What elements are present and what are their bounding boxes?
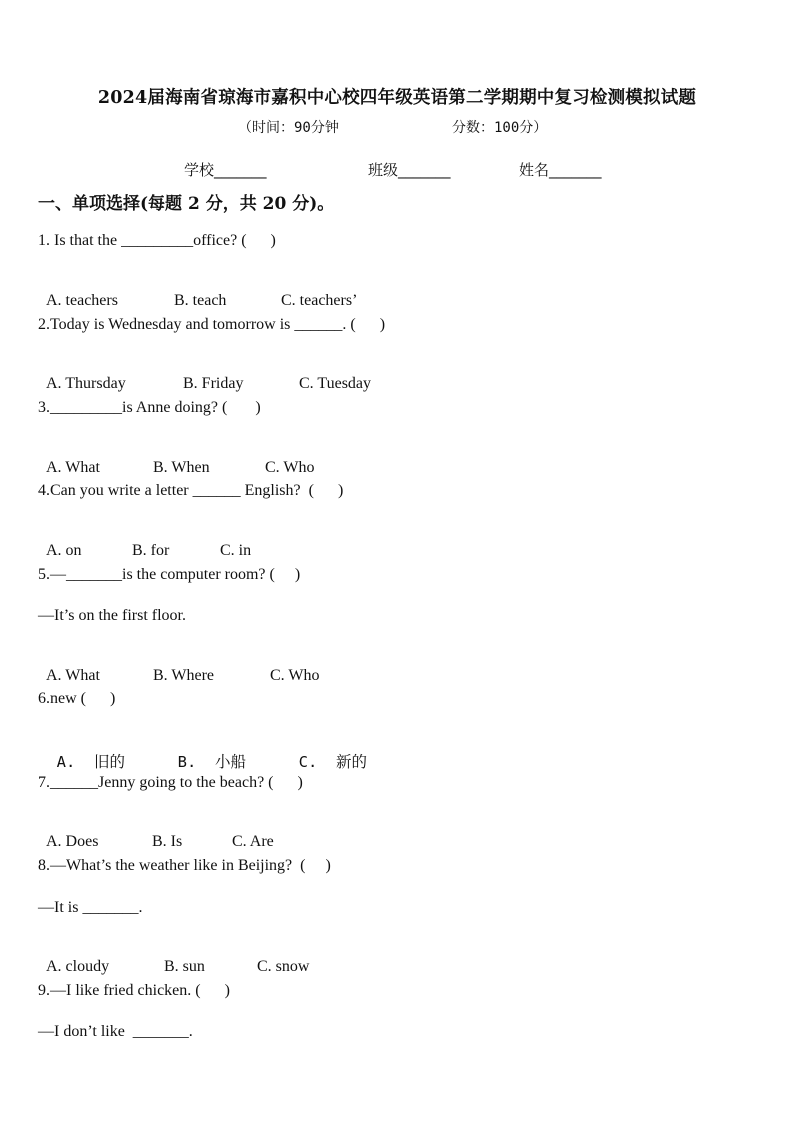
question-9-answer: —I don’t like _______.: [38, 1023, 193, 1040]
option-b: B. Where: [153, 667, 215, 684]
question-6-options: [38, 732, 367, 772]
option-a: A. teachers: [46, 292, 118, 309]
question-1: 1. Is that the _________office? ( ): [38, 232, 276, 249]
option-b: B. sun: [164, 958, 205, 975]
option-a: A. What: [46, 459, 100, 476]
option-c: C. Are: [232, 833, 274, 850]
option-b: B. When: [153, 459, 210, 476]
option-c: C. 新的: [298, 753, 367, 771]
exam-score: 分数：100分）: [452, 120, 548, 136]
option-c: C. Tuesday: [299, 375, 372, 392]
question-4: 4.Can you write a letter ______ English? ( ): [38, 482, 344, 499]
question-2-options: [38, 357, 371, 393]
question-3-options: [38, 441, 314, 477]
section-heading: 一、单项选择(每题 2 分，共 20 分)。: [38, 194, 335, 214]
question-7: 7.______Jenny going to the beach? ( ): [38, 774, 303, 791]
option-b: B. for: [132, 542, 170, 559]
option-a: A. on: [46, 542, 82, 559]
question-8-answer: —It is _______.: [38, 899, 143, 916]
option-a: A. 旧的: [56, 753, 125, 771]
option-b: B. teach: [174, 292, 227, 309]
name-field: 姓名_______: [519, 161, 602, 179]
question-8-options: [38, 940, 309, 976]
option-a: A. Thursday: [46, 375, 126, 392]
question-9: 9.—I like fried chicken. ( ): [38, 982, 230, 999]
question-2: 2.Today is Wednesday and tomorrow is ______. ( ): [38, 316, 386, 333]
option-c: C. Who: [270, 667, 320, 684]
option-c: C. in: [220, 542, 252, 559]
question-6: 6.new ( ): [38, 690, 116, 707]
option-b: B. 小船: [177, 753, 246, 771]
page-title: 2024届海南省琼海市嘉积中心校四年级英语第二学期期中复习检测模拟试题: [97, 88, 697, 108]
question-4-options: [38, 524, 251, 560]
option-c: C. teachers’: [281, 292, 358, 309]
option-b: B. Is: [152, 833, 183, 850]
option-a: A. Does: [46, 833, 99, 850]
school-field: 学校_______: [184, 161, 267, 179]
option-c: C. Who: [265, 459, 315, 476]
question-3: 3._________is Anne doing? ( ): [38, 399, 261, 416]
question-5-options: [38, 649, 319, 685]
question-7-options: [38, 815, 274, 851]
question-1-options: [38, 274, 357, 310]
class-field: 班级_______: [368, 161, 451, 179]
question-5: 5.—_______is the computer room? ( ): [38, 566, 301, 583]
option-c: C. snow: [257, 958, 310, 975]
option-a: A. cloudy: [46, 958, 110, 975]
exam-time: （时间：90分钟: [238, 120, 339, 136]
question-8: 8.—What’s the weather like in Beijing? ( ): [38, 857, 331, 874]
option-a: A. What: [46, 667, 100, 684]
option-b: B. Friday: [183, 375, 244, 392]
question-5-answer: —It’s on the first floor.: [38, 607, 186, 624]
